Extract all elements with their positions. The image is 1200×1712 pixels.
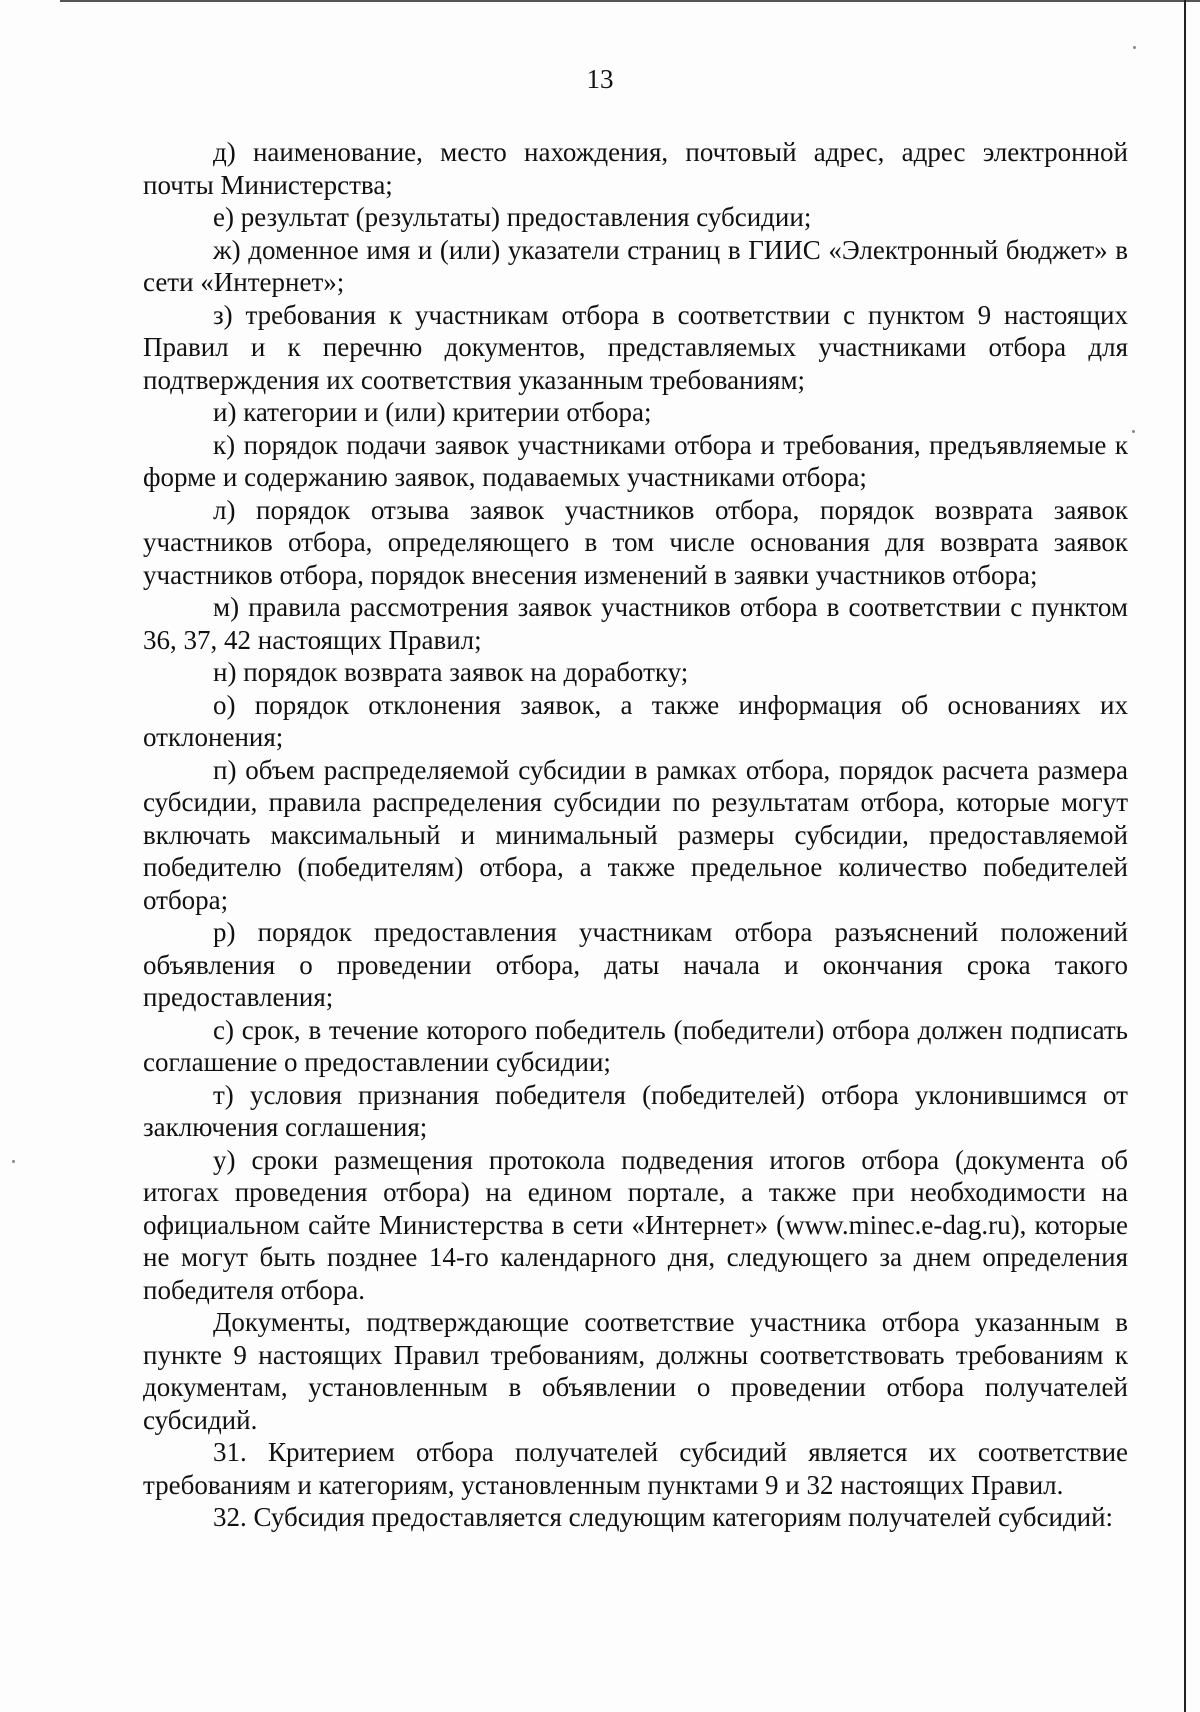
clause-31: 31. Критерием отбора получателей субсидий является их соответствие требованиям и категориям, установленным пунктами 9 и 32 настоящих Правил. [143,1437,1128,1500]
paragraph-i: и) категории и (или) критерии отбора; [213,397,652,427]
paragraph-m: м) правила рассмотрения заявок участников отбора в соответствии с пунктом 36, 37, 42 настоящих Правил; [143,592,1128,655]
paragraph-s: с) срок, в течение которого победитель (победители) отбора должен подписать соглашение о предоставлении субсидии; [143,1014,1128,1077]
paragraph-n: н) порядок возврата заявок на доработку; [213,657,689,687]
scan-edge-top [60,0,1200,2]
scan-speck [1132,430,1135,433]
paragraph-u: у) сроки размещения протокола подведения итогов отбора (документа об итогах проведения отбора) на едином портале, а также при необходимости на официальном сайте Министерства в сети «Интернет» (www.minec.e-dag.ru), которые не могут быть позднее 14-го календарного дня, следующего за днем определения победителя отбора. [143,1144,1128,1305]
paragraph-p: п) объем распределяемой субсидии в рамках отбора, порядок расчета размера субсидии, правила распределения субсидии по результатам отбора, которые могут включать максимальный и минимальный размеры субсидии, предоставляемой победителю (победителям) отбора, а также предельное количество победителей отбора; [143,754,1128,915]
paragraph-l: л) порядок отзыва заявок участников отбора, порядок возврата заявок участников отбора, определяющего в том числе основания для возврата заявок участников отбора, порядок внесения изменений в заявки участников отбора; [143,494,1128,590]
paragraph-z: з) требования к участникам отбора в соответствии с пунктом 9 настоящих Правил и к перечню документов, представляемых участниками отбора для подтверждения их соответствия указанным требованиям; [143,299,1128,395]
paragraph-documents: Документы, подтверждающие соответствие участника отбора указанным в пункте 9 настоящих Правил требованиям, должны соответствовать требованиям к документам, установленным в объявлении о проведении отбора получателей субсидий. [143,1307,1128,1435]
paragraph-e: е) результат (результаты) предоставления субсидии; [213,202,812,232]
scan-speck [12,1160,15,1163]
page-number: 13 [586,64,614,94]
document-body [143,136,1128,1534]
scan-speck [1133,46,1136,49]
paragraph-o: о) порядок отклонения заявок, а также информация об основаниях их отклонения; [143,689,1128,752]
clause-32: 32. Субсидия предоставляется следующим категориям получателей субсидий: [213,1502,1114,1532]
paragraph-t: т) условия признания победителя (победителей) отбора уклонившимся от заключения соглашения; [143,1079,1128,1142]
paragraph-k: к) порядок подачи заявок участниками отбора и требования, предъявляемые к форме и содержанию заявок, подаваемых участниками отбора; [143,429,1128,492]
paragraph-d: д) наименование, место нахождения, почтовый адрес, адрес электронной почты Министерства; [143,137,1128,200]
paragraph-r: р) порядок предоставления участникам отбора разъяснений положений объявления о проведении отбора, даты начала и окончания срока такого предоставления; [143,917,1128,1012]
paragraph-zh: ж) доменное имя и (или) указатели страниц в ГИИС «Электронный бюджет» в сети «Интернет»; [143,234,1128,297]
scan-edge-right [1184,0,1186,1712]
